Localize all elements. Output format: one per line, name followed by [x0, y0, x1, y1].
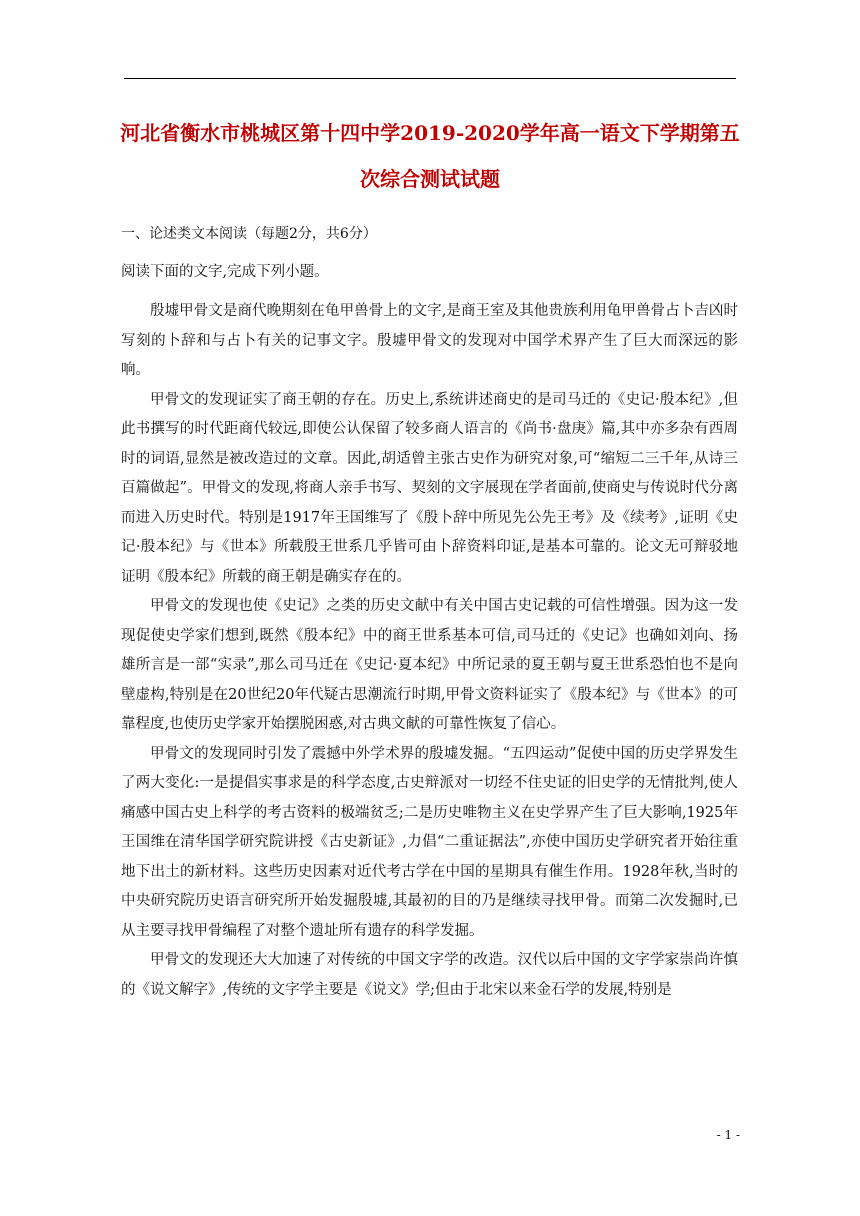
passage-paragraph: 甲骨文的发现也使《史记》之类的历史文献中有关中国古史记载的可信性增强。因为这一发现促使史学家们想到,既然《殷本纪》中的商王世系基本可信,司马迁的《史记》也确如刘向、扬雄所言是一部“实录”,那么司马迁在《史记·夏本纪》中所记录的夏王朝与夏王世系恐怕也不是向壁虚构,特别是在20世纪20年代疑古思潮流行时期,甲骨文资料证实了《殷本纪》与《世本》的可靠程度,也使历史学家开始摆脱困惑,对古典文献的可靠性恢复了信心。	[121, 598, 738, 732]
passage-paragraph: 甲骨文的发现同时引发了震撼中外学术界的殷墟发掘。“五四运动”促使中国的历史学界发生了两大变化:一是提倡实事求是的科学态度,古史辩派对一切经不住史证的旧史学的无情批判,使人痛感中国古史上科学的考古资料的极端贫乏;二是历史唯物主义在史学界产生了巨大影响,1925年王国维在清华国学研究院讲授《古史新证》,力倡“二重证据法”,亦使中国历史学研究者开始往重地下出土的新材料。这些历史因素对近代考古学在中国的星期具有催生作用。1928年秋,当时的中央研究院历史语言研究所开始发掘殷墟,其最初的目的乃是继续寻找甲骨。而第二次发掘时,已从主要寻找甲骨编程了对整个遗址所有遗存的科学发掘。	[121, 745, 738, 939]
reading-instruction: 阅读下面的文字,完成下列小题。	[121, 264, 329, 280]
passage-paragraph: 殷墟甲骨文是商代晚期刻在龟甲兽骨上的文字,是商王室及其他贵族利用龟甲兽骨占卜吉凶时写刻的卜辞和与占卜有关的记事文字。殷墟甲骨文的发现对中国学术界产生了巨大而深远的影响。	[121, 303, 738, 378]
page-number: - 1 -	[716, 1128, 740, 1142]
passage-paragraph: 甲骨文的发现证实了商王朝的存在。历史上,系统讲述商史的是司马迁的《史记·殷本纪》,但此书撰写的时代距商代较远,即使公认保留了较多商人语言的《尚书·盘庚》篇,其中亦多杂有西周时的词语,显然是被改造过的文章。因此,胡适曾主张古史作为研究对象,可“缩短二三千年,从诗三百篇做起”。甲骨文的发现,将商人亲手书写、契刻的文字展现在学者面前,使商史与传说时代分离而进入历史时代。特别是1917年王国维写了《殷卜辞中所见先公先王考》及《续考》,证明《史记·殷本纪》与《世本》所载殷王世系几乎皆可由卜辞资料印证,是基本可靠的。论文无可辩驳地证明《殷本纪》所载的商王朝是确实存在的。	[121, 391, 738, 585]
section-heading: 一、论述类文本阅读（每题2分，共6分）	[121, 226, 377, 242]
document-title: 河北省衡水市桃城区第十四中学2019-2020学年高一语文下学期第五次综合测试试题	[120, 121, 740, 191]
header-rule	[124, 78, 736, 79]
passage-body	[121, 297, 738, 1005]
passage-paragraph: 甲骨文的发现还大大加速了对传统的中国文字学的改造。汉代以后中国的文字学家崇尚许慎的《说文解字》,传统的文字学主要是《说文》学;但由于北宋以来金石学的发展,特别是	[121, 952, 738, 998]
